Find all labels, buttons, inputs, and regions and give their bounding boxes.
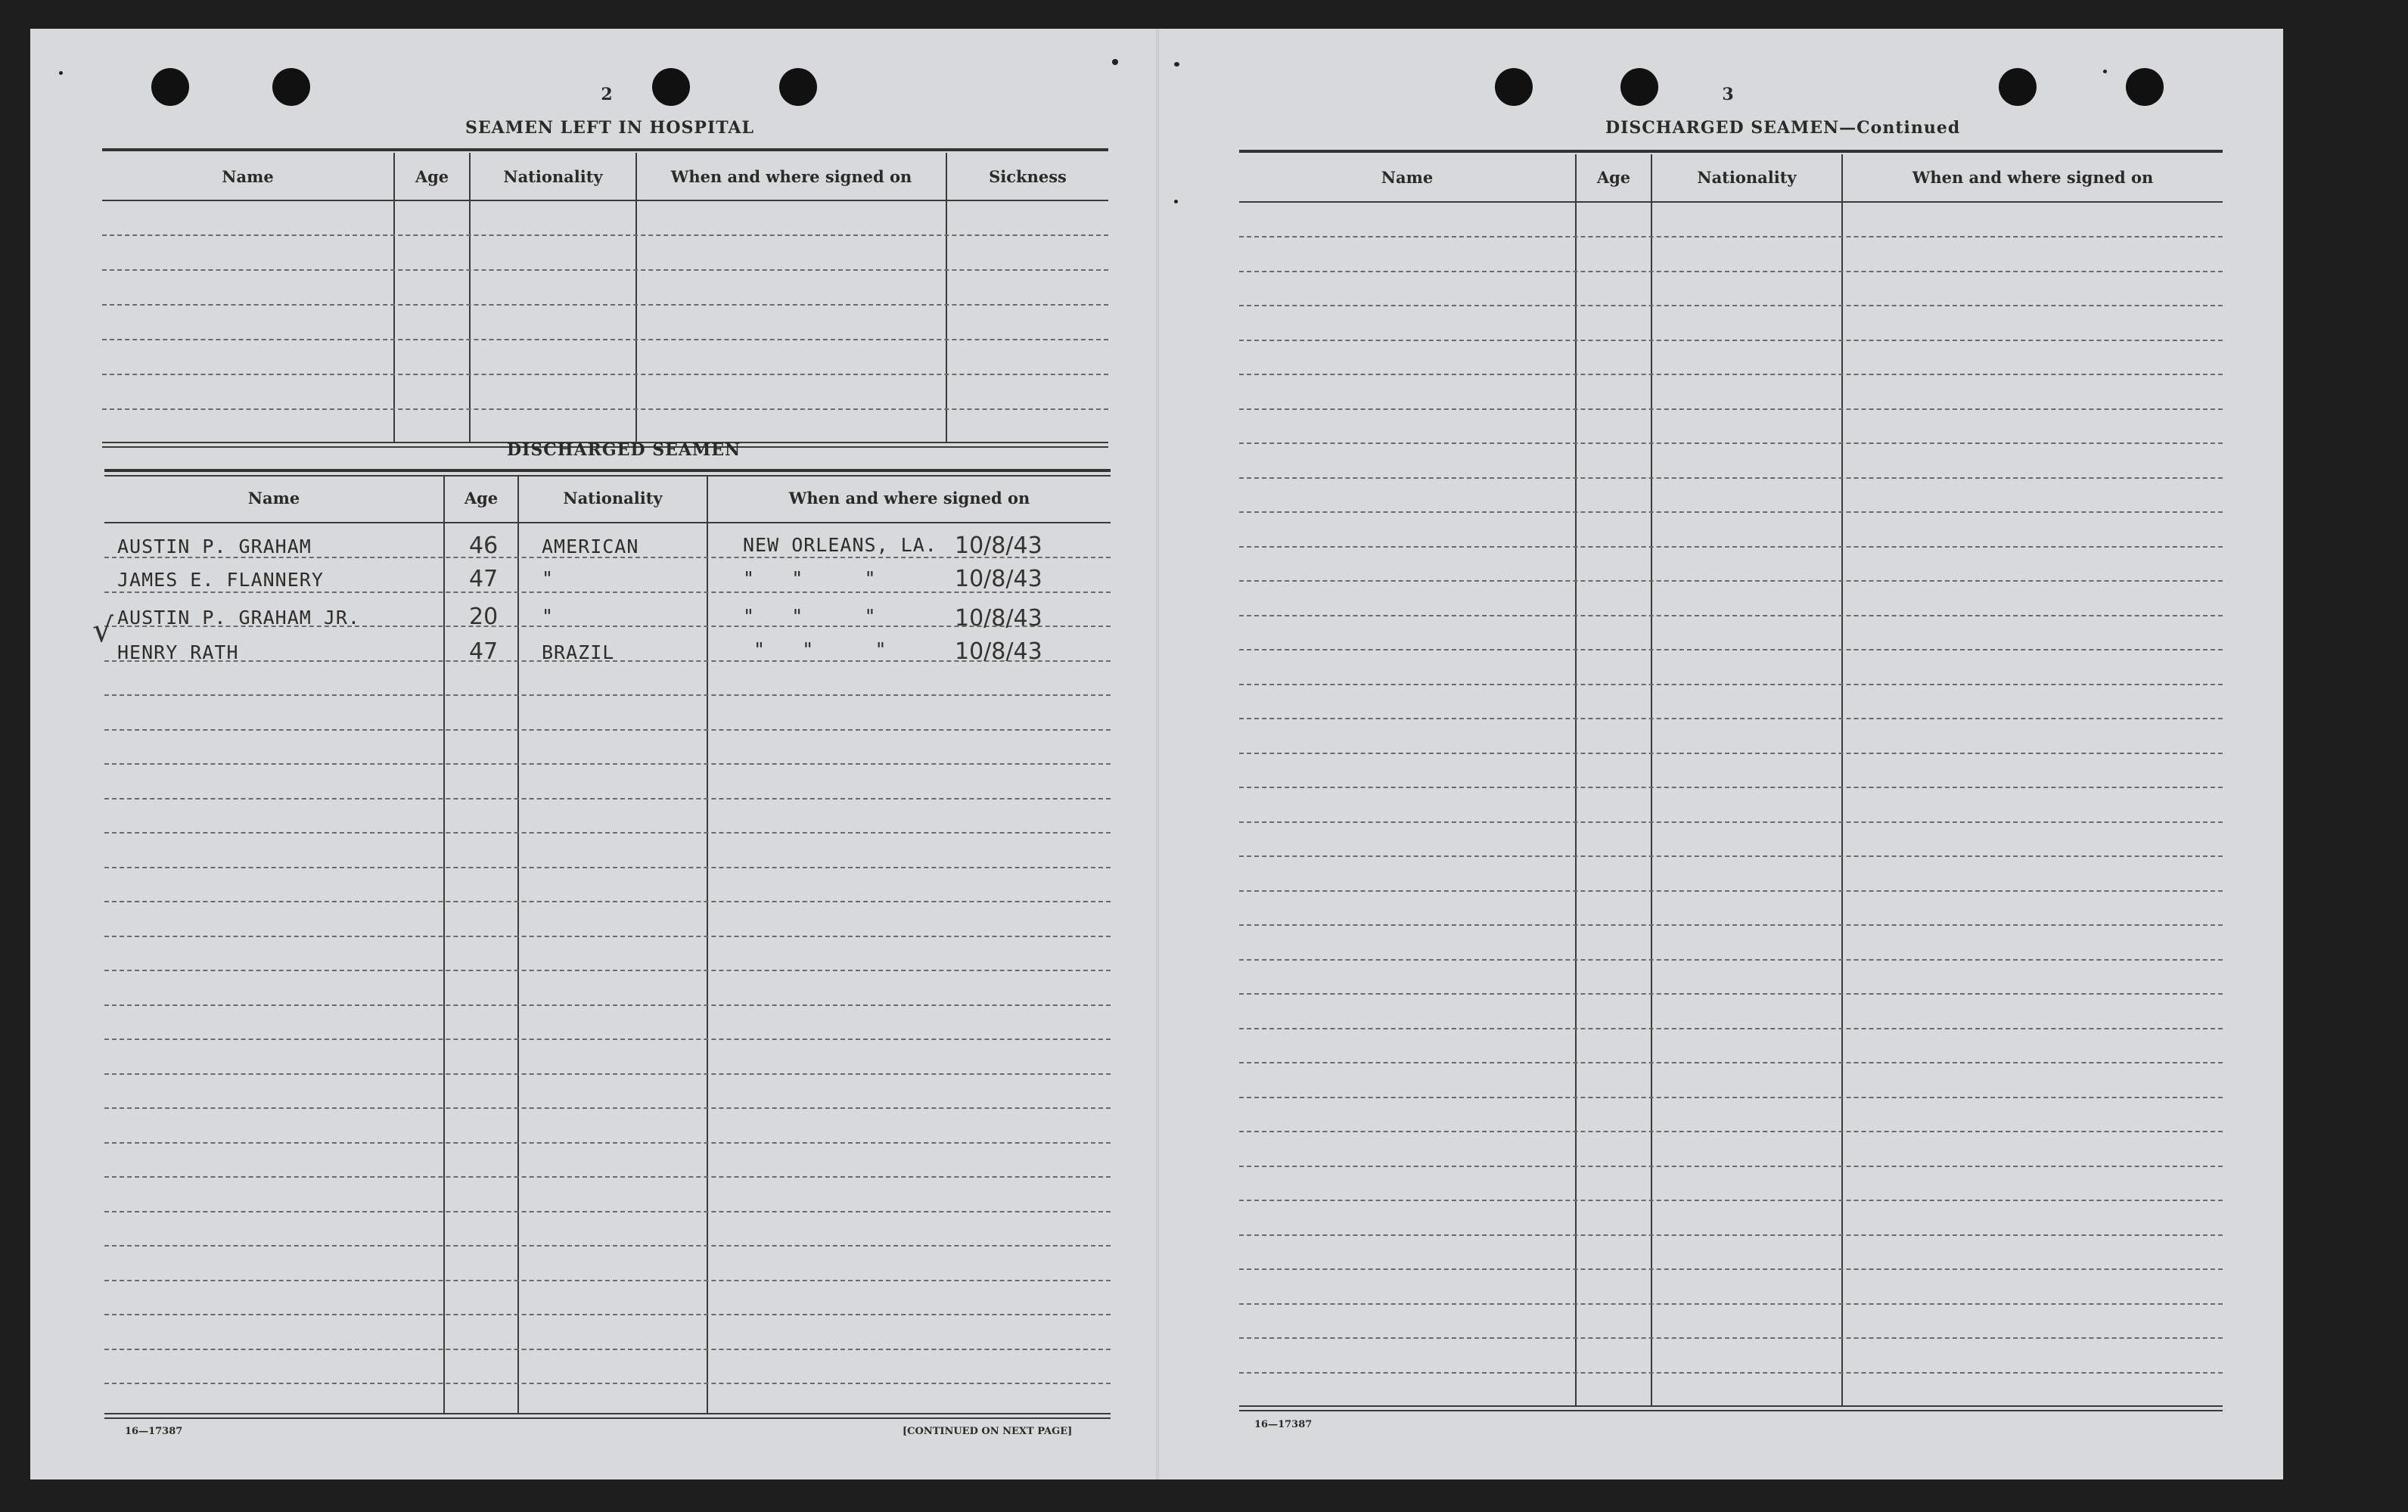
ruled-line: [1239, 442, 2223, 444]
ruled-line: [1239, 649, 2223, 650]
ruled-line: [1239, 615, 2223, 616]
row-2-date: 10/8/43: [955, 566, 1042, 592]
column-divider: [635, 153, 637, 443]
ruled-line: [1239, 477, 2223, 479]
col-header-nationality: Nationality: [503, 167, 603, 186]
table-top-rule: [104, 475, 1111, 477]
form-number: 16—17387: [1254, 1419, 1313, 1430]
ruled-line: [1239, 718, 2223, 719]
punch-hole: [652, 68, 690, 106]
ruled-line: [104, 867, 1111, 868]
ruled-line: [1239, 993, 2223, 995]
row-2-name: JAMES E. FLANNERY: [117, 569, 324, 591]
row-2-nationality: ": [542, 567, 555, 589]
ruled-line: [102, 304, 1108, 306]
ruled-line: [1239, 890, 2223, 892]
ruled-line: [1239, 821, 2223, 823]
row-3-age: 20: [469, 604, 499, 630]
table-bottom-rule: [1239, 1410, 2223, 1411]
table-bottom-rule: [1239, 1405, 2223, 1407]
continued-note: [CONTINUED ON NEXT PAGE]: [903, 1426, 1073, 1437]
row-4-date: 10/8/43: [955, 638, 1042, 665]
ruled-line: [1239, 787, 2223, 788]
ruled-line: [104, 1107, 1111, 1109]
row-3-nationality: ": [542, 605, 555, 627]
column-divider: [1841, 154, 1843, 1407]
ruled-line: [104, 1176, 1111, 1178]
ruled-line: [104, 1245, 1111, 1247]
col-header-age: Age: [1596, 168, 1631, 187]
ruled-line: [1239, 1200, 2223, 1201]
ruled-line: [1239, 1166, 2223, 1167]
punch-hole: [151, 68, 189, 106]
col-header-name: Name: [247, 489, 300, 508]
row-1-where: NEW ORLEANS, LA.: [743, 534, 937, 556]
form-number: 16—17387: [125, 1426, 183, 1437]
column-divider: [443, 477, 445, 1414]
speck: [1112, 59, 1118, 65]
column-divider: [707, 477, 708, 1414]
check-mark: √: [92, 611, 114, 650]
col-header-nationality: Nationality: [563, 489, 663, 508]
col-header-nationality: Nationality: [1697, 168, 1797, 187]
speck: [1174, 62, 1179, 67]
row-1-name: AUSTIN P. GRAHAM: [117, 536, 312, 557]
ruled-line: [1239, 1062, 2223, 1063]
speck: [2103, 70, 2107, 73]
ruled-line: [1239, 1372, 2223, 1374]
ruled-line: [104, 1349, 1111, 1350]
row-1-nationality: AMERICAN: [542, 536, 639, 557]
punch-hole: [1999, 68, 2037, 106]
ruled-line: [102, 234, 1108, 236]
hospital-section-title: SEAMEN LEFT IN HOSPITAL: [465, 118, 754, 138]
col-header-age: Age: [464, 489, 499, 508]
row-3-date: 10/8/43: [955, 605, 1042, 632]
ruled-line: [104, 832, 1111, 834]
ruled-line: [104, 694, 1111, 696]
column-divider: [1651, 154, 1652, 1407]
ruled-line: [1239, 236, 2223, 238]
table-top-rule: [104, 469, 1111, 472]
row-3-where: " " ": [743, 605, 877, 627]
ruled-line: [1239, 580, 2223, 582]
row-4-name: HENRY RATH: [117, 641, 239, 663]
ruled-line: [1239, 1097, 2223, 1098]
ruled-line: [102, 408, 1108, 410]
col-header-age: Age: [415, 167, 449, 186]
col-header-signed-on: When and where signed on: [1912, 168, 2154, 187]
ruled-line: [1239, 1268, 2223, 1270]
ruled-line: [1239, 305, 2223, 306]
table-top-rule: [1239, 150, 2223, 153]
ruled-line: [1239, 684, 2223, 685]
left-page: [30, 29, 1157, 1479]
row-4-age: 47: [469, 638, 499, 665]
column-divider: [469, 153, 471, 443]
punch-hole: [2126, 68, 2164, 106]
header-rule: [104, 522, 1111, 523]
ruled-line: [104, 936, 1111, 937]
ruled-line: [102, 339, 1108, 340]
table-top-rule: [102, 148, 1108, 151]
ruled-line: [104, 1280, 1111, 1281]
ruled-line: [104, 763, 1111, 765]
punch-hole: [272, 68, 310, 106]
page-number: 2: [601, 85, 613, 104]
ruled-line: [104, 1004, 1111, 1006]
ruled-line: [104, 1211, 1111, 1212]
ruled-line: [1239, 408, 2223, 410]
ruled-line: [1239, 511, 2223, 513]
ruled-line: [1239, 924, 2223, 926]
speck: [59, 71, 63, 75]
ruled-line: [104, 1039, 1111, 1040]
ruled-line: [104, 970, 1111, 971]
ruled-line: [1239, 546, 2223, 548]
ruled-line: [104, 798, 1111, 799]
ruled-line: [1239, 855, 2223, 857]
col-header-name: Name: [1381, 168, 1434, 187]
row-1-age: 46: [469, 532, 499, 559]
ruled-line: [1239, 753, 2223, 754]
row-4-where: " " ": [753, 638, 887, 660]
table-bottom-rule: [104, 1413, 1111, 1414]
punch-hole: [1495, 68, 1533, 106]
ruled-line: [1239, 271, 2223, 272]
ruled-line: [102, 374, 1108, 375]
ruled-line: [1239, 1234, 2223, 1236]
column-divider: [393, 153, 395, 443]
row-3-name: AUSTIN P. GRAHAM JR.: [117, 607, 361, 629]
ruled-line: [1239, 1028, 2223, 1029]
ruled-line: [1239, 959, 2223, 961]
ruled-line: [1239, 1131, 2223, 1132]
ruled-line: [104, 729, 1111, 731]
page-number: 3: [1722, 85, 1734, 104]
ruled-line: [1239, 340, 2223, 341]
ruled-line: [1239, 374, 2223, 375]
header-rule: [1239, 201, 2223, 203]
document-sheet: [30, 29, 2283, 1479]
table-bottom-rule: [104, 1417, 1111, 1419]
discharged-section-title: DISCHARGED SEAMEN: [507, 440, 741, 460]
col-header-signed-on: When and where signed on: [788, 489, 1030, 508]
punch-hole: [1620, 68, 1658, 106]
ruled-line: [102, 269, 1108, 271]
header-rule: [102, 200, 1108, 201]
right-page: [1157, 29, 2283, 1479]
ruled-line: [1239, 1337, 2223, 1339]
row-1-date: 10/8/43: [955, 532, 1042, 559]
punch-hole: [779, 68, 817, 106]
column-divider: [517, 477, 519, 1414]
ruled-line: [104, 1073, 1111, 1075]
row-4-nationality: BRAZIL: [542, 641, 615, 663]
col-header-sickness: Sickness: [989, 167, 1067, 186]
row-2-where: " " ": [743, 567, 877, 589]
col-header-name: Name: [222, 167, 274, 186]
speck: [1174, 200, 1178, 203]
ruled-line: [104, 1142, 1111, 1144]
column-divider: [1575, 154, 1577, 1407]
ruled-line: [104, 1314, 1111, 1315]
row-2-age: 47: [469, 566, 499, 592]
ruled-line: [1239, 1303, 2223, 1305]
discharged-continued-title: DISCHARGED SEAMEN—Continued: [1605, 118, 1961, 138]
ruled-line: [104, 1383, 1111, 1384]
ruled-line: [104, 901, 1111, 902]
column-divider: [946, 153, 947, 443]
col-header-signed-on: When and where signed on: [670, 167, 912, 186]
